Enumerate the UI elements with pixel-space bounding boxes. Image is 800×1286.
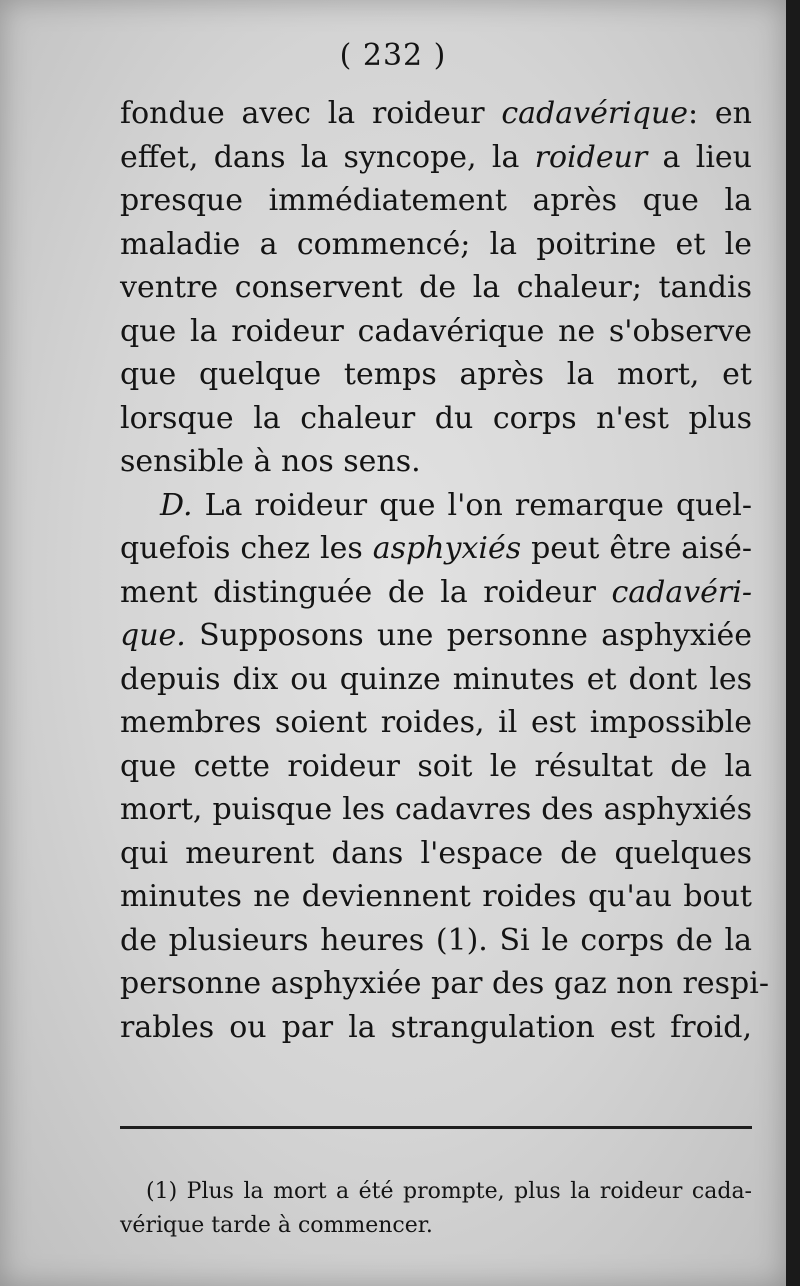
text-line — [120, 571, 752, 615]
text-segment: sensible à nos sens. — [120, 444, 421, 479]
italic-text: que. — [120, 618, 186, 653]
italic-text: asphyxiés — [372, 531, 522, 566]
text-segment: minutes ne deviennent roides qu'au bout — [120, 879, 752, 914]
text-segment: quefois chez les — [120, 531, 373, 566]
text-line — [120, 353, 752, 397]
page-edge-shadow — [786, 0, 800, 1286]
text-segment: que cette roideur soit le résultat de la — [120, 748, 752, 784]
text-segment: de plusieurs heures (1). Si le corps de la — [120, 922, 752, 958]
text-segment: presque immédiatement après que la — [120, 183, 752, 218]
text-line — [120, 745, 752, 789]
text-segment: membres soient roides, il est impossible — [120, 705, 752, 740]
footnote — [120, 1175, 752, 1243]
text-line — [120, 1006, 752, 1050]
text-segment: a lieu — [647, 139, 752, 175]
text-line — [120, 614, 752, 658]
text-line — [120, 788, 752, 832]
text-line — [120, 527, 752, 571]
text-segment: lorsque la chaleur du corps n'est plus — [120, 400, 752, 436]
text-segment: ventre conservent de la chaleur; tandis — [120, 270, 752, 305]
text-segment: ment distinguée de la roideur — [120, 574, 612, 610]
text-line — [120, 832, 752, 876]
text-line — [120, 310, 752, 354]
text-segment: rables ou par la strangulation est froid, — [120, 1009, 752, 1045]
text-segment: peut être aisé- — [521, 531, 752, 566]
text-segment: mort, puisque les cadavres des asphyxiés — [120, 792, 752, 827]
text-segment: que quelque temps après la mort, et — [120, 357, 752, 392]
text-line — [120, 397, 752, 441]
italic-text: D. — [160, 487, 193, 523]
text-segment: : en — [688, 96, 752, 131]
text-segment: La roideur que l'on remarque quel- — [192, 487, 752, 523]
text-segment: qui meurent dans l'espace de quelques — [120, 835, 752, 871]
text-segment: depuis dix ou quinze minutes et dont les — [120, 661, 752, 697]
footnote-line: (1) Plus la mort a été prompte, plus la roideur cada- — [146, 1179, 752, 1204]
footnote-separator — [120, 1126, 752, 1129]
text-line — [120, 266, 752, 310]
page-number: ( 232 ) — [339, 38, 447, 73]
text-segment: fondue avec la roideur — [120, 96, 502, 131]
text-line — [120, 179, 752, 223]
text-line — [120, 484, 752, 528]
text-line — [120, 962, 769, 1006]
italic-text: cadavéri- — [611, 574, 752, 610]
text-line — [120, 223, 752, 267]
text-line — [120, 136, 752, 180]
text-line — [120, 658, 752, 702]
text-segment: Supposons une personne asphyxiée — [185, 618, 752, 653]
text-line — [120, 440, 752, 484]
italic-text: cadavérique — [501, 96, 689, 131]
text-line — [120, 701, 752, 745]
text-line — [120, 92, 752, 136]
body-text — [120, 92, 769, 1049]
italic-text: roideur — [534, 139, 648, 175]
footnote-line: vérique tarde à commencer. — [120, 1213, 433, 1238]
text-segment: personne asphyxiée par des gaz non respi- — [120, 966, 769, 1001]
text-segment: maladie a commencé; la poitrine et le — [120, 226, 752, 262]
text-line — [120, 919, 752, 963]
text-line — [120, 875, 752, 919]
text-segment: que la roideur cadavérique ne s'observe — [120, 313, 752, 349]
text-segment: effet, dans la syncope, la — [120, 139, 535, 175]
